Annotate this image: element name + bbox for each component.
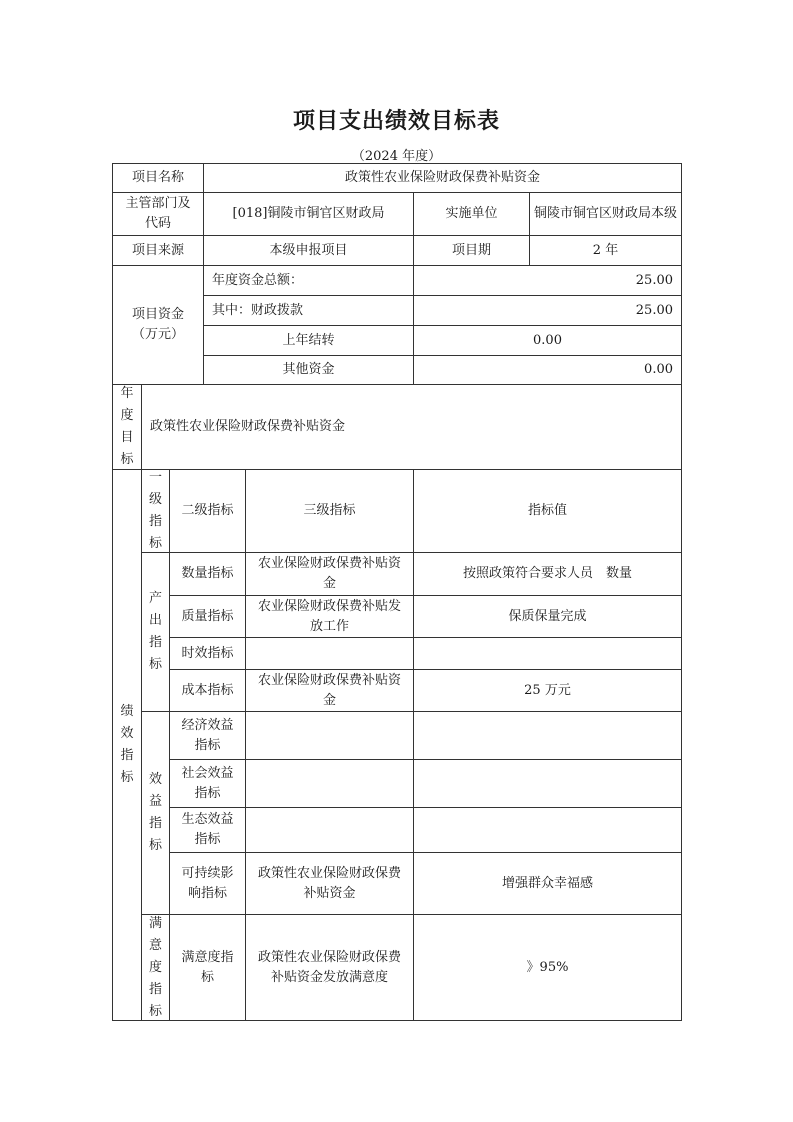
performance-label-text: 绩效指标 xyxy=(120,704,134,785)
project-source-value xyxy=(203,235,414,266)
funds-row-value-text: 25.00 xyxy=(635,302,673,318)
level3-header-text: 三级指标 xyxy=(303,503,356,518)
satisfaction-level3 xyxy=(245,914,414,1021)
implementing-unit-value xyxy=(529,192,682,236)
funds-row-value xyxy=(413,325,682,356)
annual-goal-value-text: 政策性农业保险财政保费补贴资金 xyxy=(150,419,346,434)
benefit-level2-text: 经济效益指标 xyxy=(181,717,234,753)
satisfaction-indicator-label xyxy=(141,914,170,1021)
output-value xyxy=(413,669,682,712)
output-level2 xyxy=(169,637,246,670)
output-value xyxy=(413,595,682,638)
department-value xyxy=(203,192,414,236)
project-funds-label-text: 项目资金 xyxy=(131,307,184,322)
funds-row-label-text: 上年结转 xyxy=(282,332,335,348)
satisfaction-level2 xyxy=(169,914,246,1021)
page-title: 项目支出绩效目标表 xyxy=(292,109,500,134)
satisfaction-indicator-label-text: 满意度指标 xyxy=(149,915,163,1019)
funds-row-value xyxy=(413,355,682,385)
benefit-level3 xyxy=(245,711,414,760)
output-level2 xyxy=(169,669,246,712)
funds-row-label xyxy=(203,325,414,356)
funds-row-value-text: 0.00 xyxy=(644,362,673,377)
output-level3-text: 农业保险财政保费补贴发放工作 xyxy=(257,598,401,634)
level2-header xyxy=(169,469,246,553)
output-value xyxy=(413,552,682,596)
benefit-level2-text: 可持续影响指标 xyxy=(181,865,234,901)
benefit-level3 xyxy=(245,759,414,808)
output-level3 xyxy=(245,552,414,596)
output-level2-text: 时效指标 xyxy=(181,645,234,661)
project-period-label xyxy=(413,235,530,266)
satisfaction-value-text: 》95% xyxy=(526,959,569,975)
benefit-level3-text: 政策性农业保险财政保费补贴资金 xyxy=(257,865,401,901)
project-name-label-text: 项目名称 xyxy=(131,170,184,185)
project-source-value-text: 本级申报项目 xyxy=(269,242,348,258)
implementing-unit-value-text: 铜陵市铜官区财政局本级 xyxy=(534,206,678,221)
output-level2 xyxy=(169,595,246,638)
implementing-unit-label xyxy=(413,192,530,236)
performance-label xyxy=(112,469,142,1021)
project-name-value xyxy=(203,163,682,193)
funds-row-label xyxy=(203,295,414,326)
funds-row-label xyxy=(203,355,414,385)
annual-goal-label xyxy=(112,384,142,470)
benefit-value xyxy=(413,711,682,760)
funds-row-value xyxy=(413,295,682,326)
benefit-level3 xyxy=(245,807,414,853)
benefit-level2-text: 社会效益指标 xyxy=(181,765,234,801)
benefit-value xyxy=(413,852,682,915)
output-level2-text: 质量指标 xyxy=(181,608,234,624)
project-name-label xyxy=(112,163,204,193)
benefit-level2 xyxy=(169,759,246,808)
project-source-label xyxy=(112,235,204,266)
annual-goal-value xyxy=(141,384,682,470)
funds-row-value-text: 0.00 xyxy=(533,332,562,348)
level2-header-text: 二级指标 xyxy=(181,503,234,518)
funds-row-label-text: 其中：财政拨款 xyxy=(212,302,304,318)
output-indicator-label xyxy=(141,552,170,712)
department-value-text: [018]铜陵市铜官区财政局 xyxy=(232,206,385,221)
value-header-text: 指标值 xyxy=(527,503,567,518)
output-value-text: 保质保量完成 xyxy=(508,608,587,624)
output-level3 xyxy=(245,669,414,712)
satisfaction-level2-text: 满意度指标 xyxy=(181,949,234,985)
value-header xyxy=(413,469,682,553)
benefit-level2 xyxy=(169,711,246,760)
satisfaction-value xyxy=(413,914,682,1021)
project-source-label-text: 项目来源 xyxy=(131,242,184,258)
output-level3 xyxy=(245,637,414,670)
benefit-value xyxy=(413,759,682,808)
satisfaction-level3-text: 政策性农业保险财政保费补贴资金发放满意度 xyxy=(257,949,401,985)
benefit-value xyxy=(413,807,682,853)
funds-row-label-text: 年度资金总额： xyxy=(212,272,304,288)
department-label xyxy=(112,192,204,236)
funds-row-label-text: 其他资金 xyxy=(282,362,335,377)
project-name-value-text: 政策性农业保险财政保费补贴资金 xyxy=(344,170,540,185)
project-period-value-text: 2 年 xyxy=(592,242,619,258)
benefit-indicator-label-text: 效益指标 xyxy=(149,772,163,853)
output-value xyxy=(413,637,682,670)
benefit-level2 xyxy=(169,807,246,853)
output-value-text: 按照政策符合要求人员 数量 xyxy=(462,566,632,581)
output-level3 xyxy=(245,595,414,638)
funds-row-label xyxy=(203,265,414,296)
output-indicator-label-text: 产出指标 xyxy=(149,591,163,672)
output-level2-text: 数量指标 xyxy=(181,566,234,581)
benefit-value-text: 增强群众幸福感 xyxy=(501,875,593,891)
output-level2-text: 成本指标 xyxy=(181,682,234,698)
output-level2 xyxy=(169,552,246,596)
output-value-text: 25 万元 xyxy=(524,682,571,698)
project-funds-label-text: （万元） xyxy=(131,327,184,342)
page-subtitle: （2024 年度） xyxy=(351,149,442,164)
funds-row-value-text: 25.00 xyxy=(635,272,673,288)
level1-header xyxy=(141,469,170,553)
level3-header xyxy=(245,469,414,553)
funds-row-value xyxy=(413,265,682,296)
annual-goal-label-text: 年度目标 xyxy=(120,386,134,467)
benefit-level3 xyxy=(245,852,414,915)
output-level3-text: 农业保险财政保费补贴资金 xyxy=(257,672,401,708)
output-level3-text: 农业保险财政保费补贴资金 xyxy=(257,556,401,591)
department-label-text: 代码 xyxy=(144,216,171,231)
benefit-level2-text: 生态效益指标 xyxy=(181,812,234,847)
level1-header-text: 一级指标 xyxy=(149,470,163,551)
benefit-level2 xyxy=(169,852,246,915)
project-funds-label xyxy=(112,265,204,385)
implementing-unit-label-text: 实施单位 xyxy=(445,206,498,221)
department-label-text: 主管部门及 xyxy=(125,196,191,211)
project-period-label-text: 项目期 xyxy=(451,242,491,258)
project-period-value xyxy=(529,235,682,266)
benefit-indicator-label xyxy=(141,711,170,915)
